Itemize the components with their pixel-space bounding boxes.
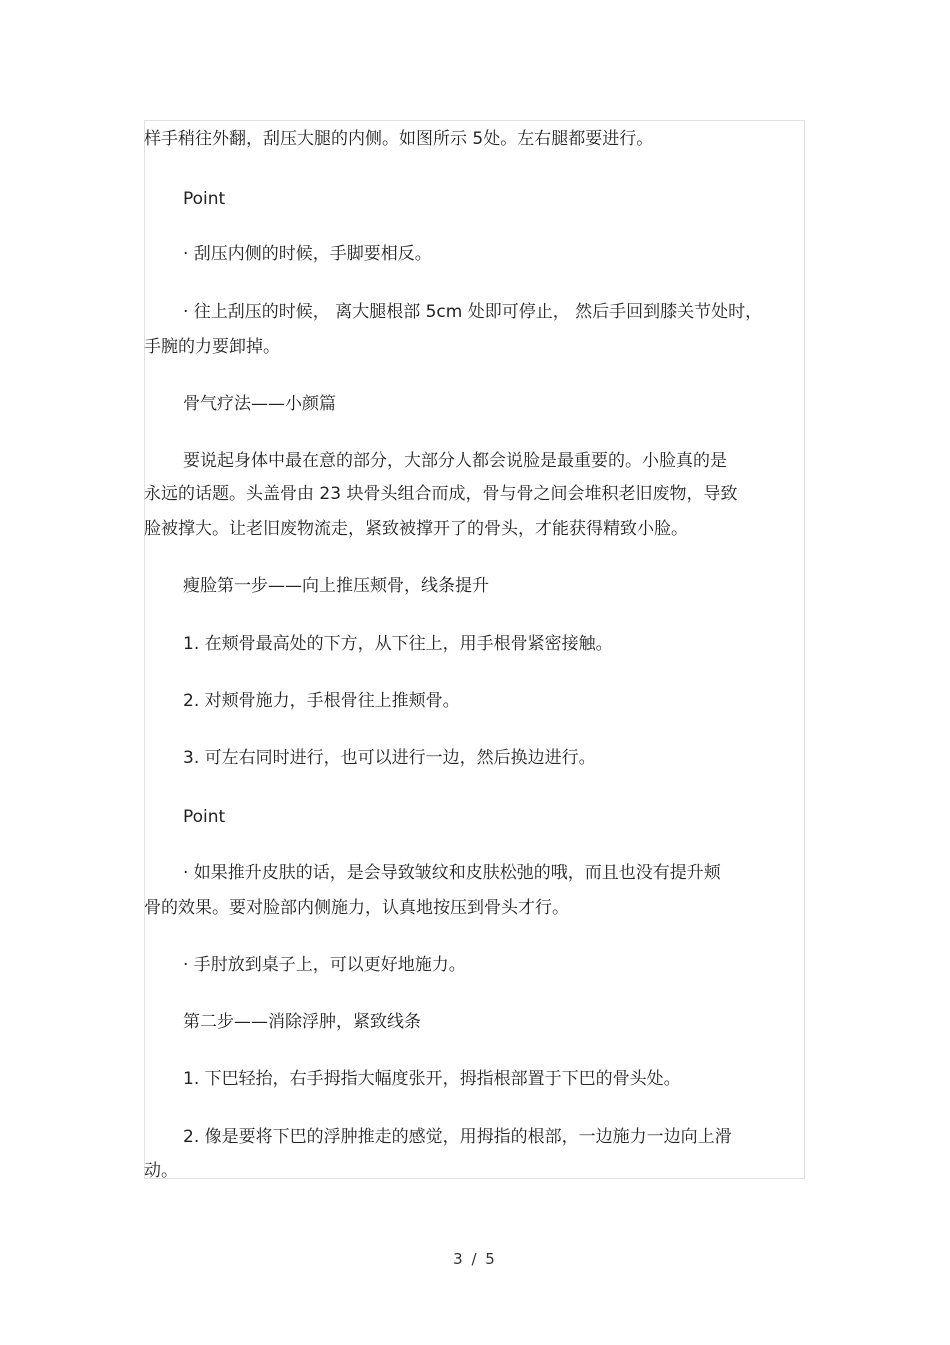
paragraph-line: 永远的话题。头盖骨由 23 块骨头组合而成，骨与骨之间会堆积老旧废物，导致 — [144, 484, 738, 504]
point-heading: Point — [183, 807, 226, 827]
section-heading: 骨气疗法——小颜篇 — [183, 394, 336, 414]
text-line: 骨的效果。要对脸部内侧施力，认真地按压到骨头才行。 — [144, 898, 569, 918]
text-line: 手腕的力要卸掉。 — [144, 337, 280, 357]
paragraph-line: 要说起身体中最在意的部分，大部分人都会说脸是最重要的。小脸真的是 — [183, 451, 727, 471]
bullet-item: · 往上刮压的时候， 离大腿根部 5cm 处即可停止， 然后手回到膝关节处时， — [183, 302, 763, 322]
bullet-item: · 手肘放到桌子上，可以更好地施力。 — [183, 955, 466, 975]
bullet-item: · 刮压内侧的时候，手脚要相反。 — [183, 244, 432, 264]
text-line: 样手稍往外翻，刮压大腿的内侧。如图所示 5处。左右腿都要进行。 — [144, 129, 654, 149]
section-heading: 第二步——消除浮肿，紧致线条 — [183, 1012, 421, 1032]
step-item: 2. 像是要将下巴的浮肿推走的感觉，用拇指的根部，一边施力一边向上滑 — [183, 1127, 732, 1147]
step-item: 1. 下巴轻抬，右手拇指大幅度张开，拇指根部置于下巴的骨头处。 — [183, 1069, 681, 1089]
step-item: 2. 对颊骨施力，手根骨往上推颊骨。 — [183, 691, 460, 711]
text-line: 动。 — [144, 1161, 178, 1181]
step-item: 3. 可左右同时进行，也可以进行一边，然后换边进行。 — [183, 748, 596, 768]
bullet-item: · 如果推升皮肤的话，是会导致皱纹和皮肤松弛的哦，而且也没有提升颊 — [183, 863, 721, 883]
page-indicator: 3 / 5 — [453, 1250, 497, 1268]
paragraph-line: 脸被撑大。让老旧废物流走，紧致被撑开了的骨头，才能获得精致小脸。 — [144, 519, 688, 539]
step-item: 1. 在颊骨最高处的下方，从下往上，用手根骨紧密接触。 — [183, 634, 613, 654]
section-heading: 瘦脸第一步——向上推压颊骨，线条提升 — [183, 576, 489, 596]
point-heading: Point — [183, 189, 226, 209]
